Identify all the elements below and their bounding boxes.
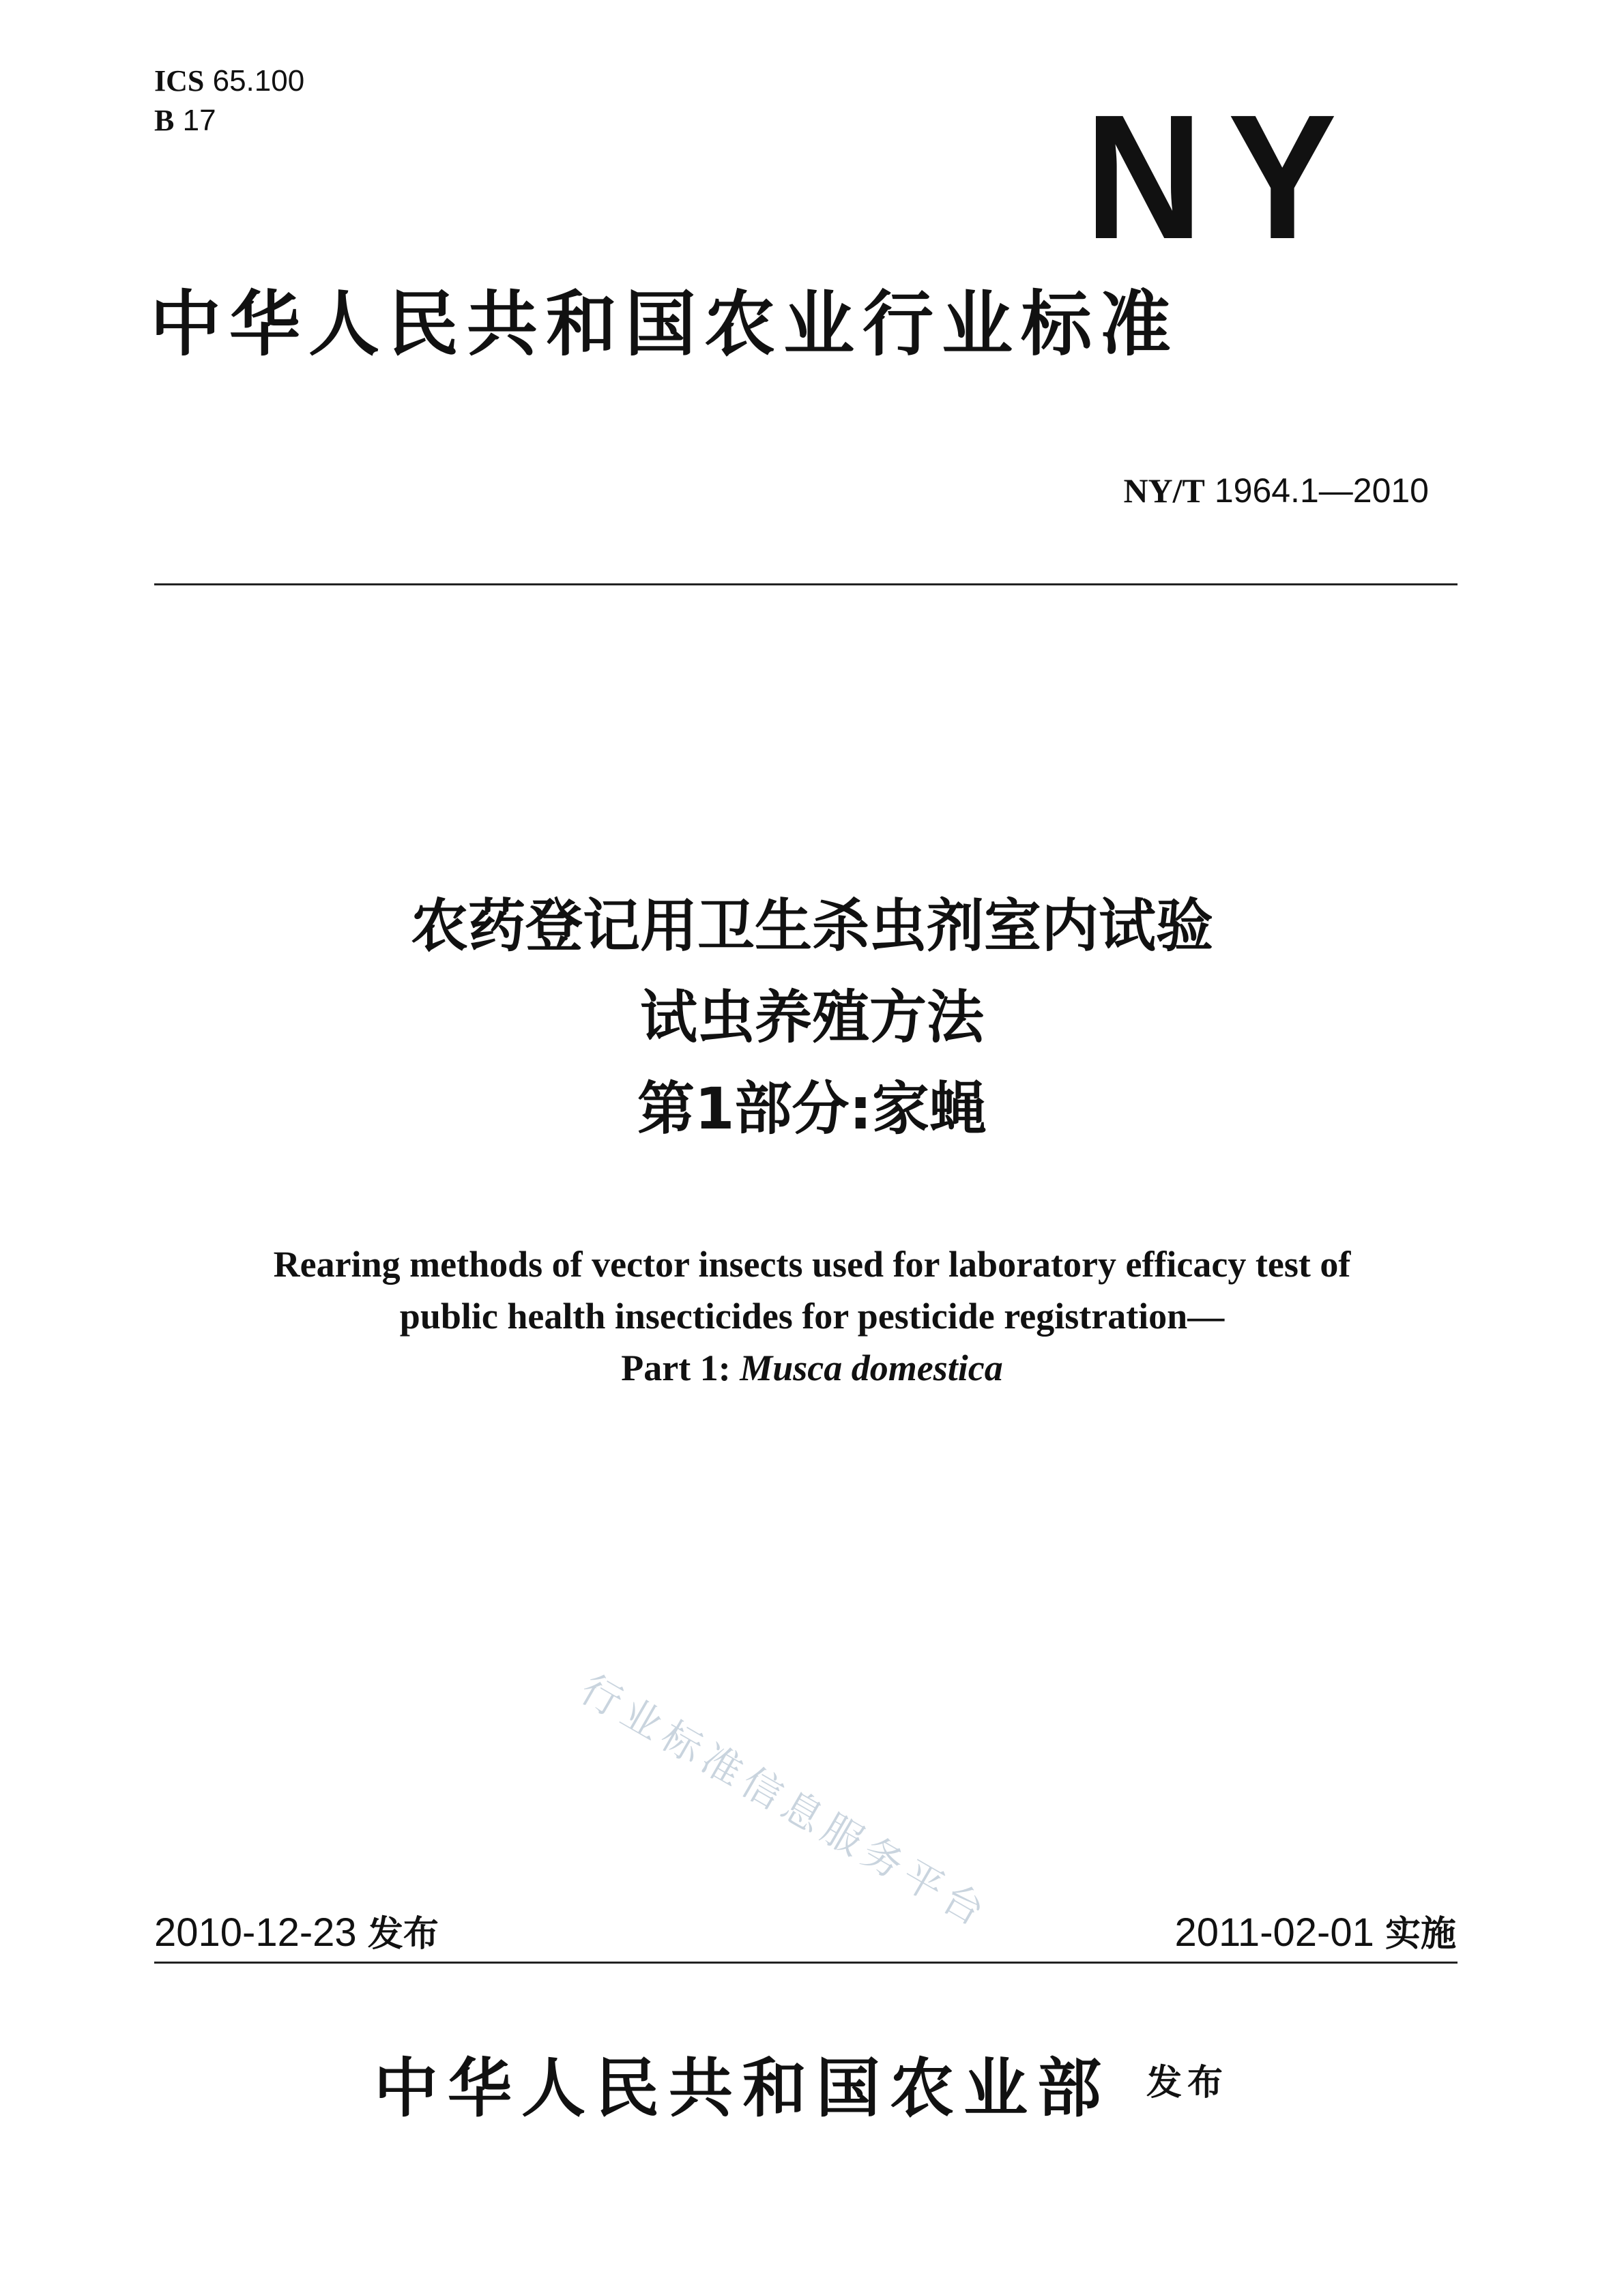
ny-logo: NY [1085,78,1362,276]
issuing-authority: 中华人民共和国农业部 [374,2051,1112,2126]
standard-number [1123,471,1429,510]
standard-category-title: 中华人民共和国农业行业标准 [150,282,1180,366]
chinese-title-line-1: 农药登记用卫生杀虫剂室内试验 [410,892,1213,959]
chinese-title-line-3: 第1部分:家蝇 [637,1075,987,1142]
ccs-label: B [154,104,175,137]
implementation-date-value: 2011-02-01 [1174,1910,1374,1955]
english-title-line-1: Rearing methods of vector insects used for laboratory efficacy test of [273,1244,1351,1285]
english-title [130,1238,1494,1394]
classification-codes [154,61,304,141]
english-title-line-3 [130,1342,1494,1394]
top-divider [154,583,1458,585]
issue-date [154,1905,439,1956]
ics-label: ICS [154,64,205,98]
issue-date-suffix: 发布 [367,1914,439,1955]
species-name: Musca domestica [740,1348,1003,1388]
standard-number-prefix: NY/T [1123,471,1205,510]
ccs-value: 17 [182,104,216,137]
ics-code [154,61,304,101]
watermark: 行业标准信息服务平台 [572,1665,998,1938]
standard-number-value: 1964.1—2010 [1214,471,1429,510]
bottom-divider [154,1962,1458,1964]
chinese-title-line-2: 试虫养殖方法 [639,984,984,1051]
issue-date-value: 2010-12-23 [154,1910,357,1955]
ics-value: 65.100 [212,64,305,98]
issuing-authority-suffix: 发布 [1146,2062,1229,2103]
chinese-title [130,880,1494,1154]
implementation-date [1174,1905,1456,1956]
english-title-line-2: public health insecticides for pesticide registration— [399,1296,1225,1337]
part-label: Part 1: [621,1348,731,1388]
ccs-code [154,101,304,141]
implementation-date-suffix: 实施 [1384,1914,1456,1955]
